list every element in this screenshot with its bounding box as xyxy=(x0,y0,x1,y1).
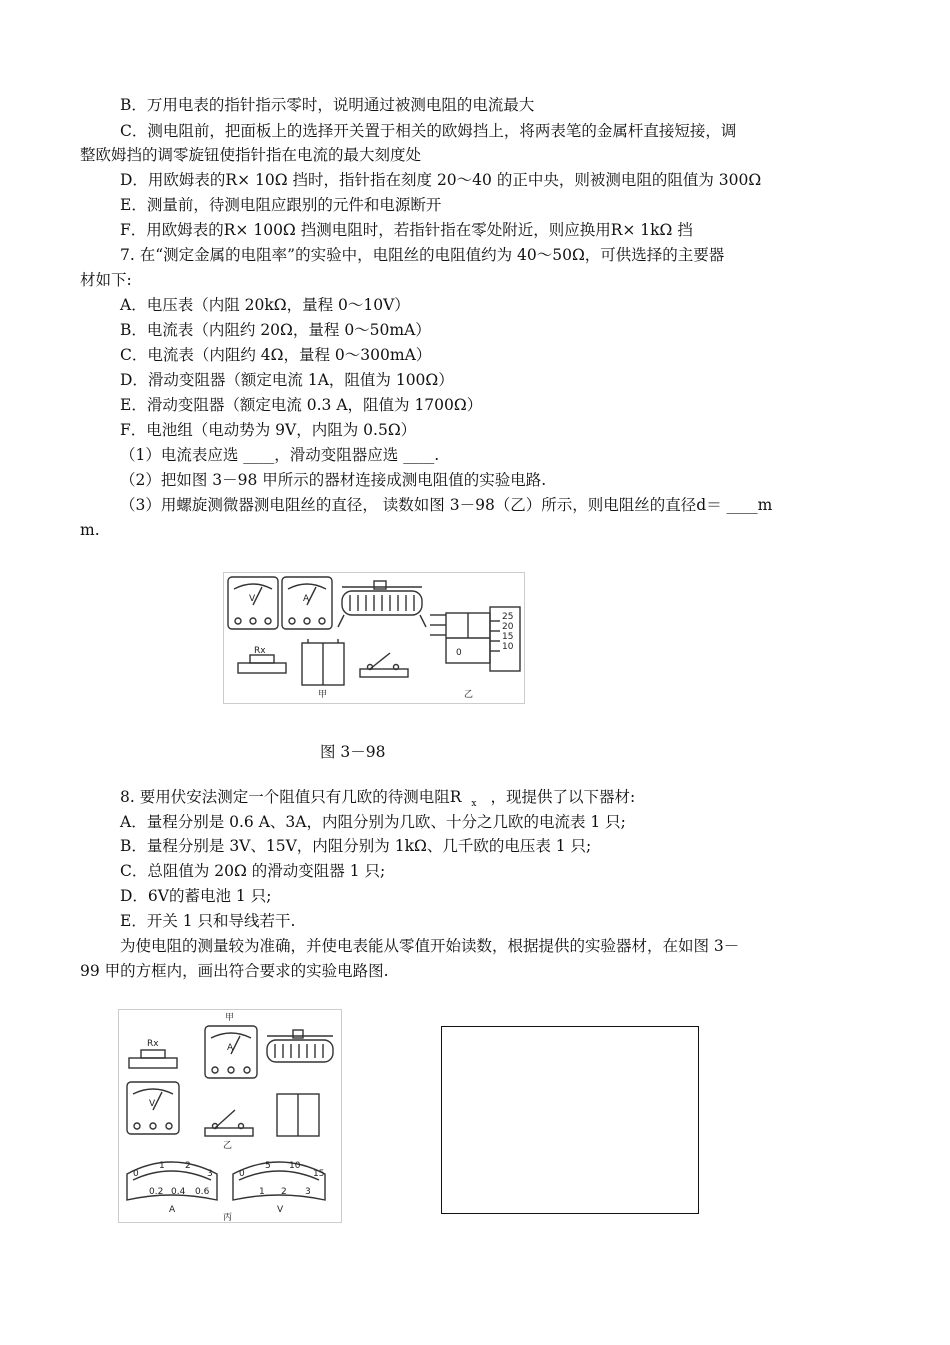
q7-part1: （1）电流表应选 ____，滑动变阻器应选 ____. xyxy=(120,446,440,464)
q8-option-d: D．6V的蓄电池 1 只; xyxy=(120,887,272,905)
fig99-ammeter-top-3: 3 xyxy=(207,1169,213,1179)
q7-option-c: C．电流表（内阻约 4Ω，量程 0～300mA） xyxy=(120,346,432,364)
q7-option-e: E．滑动变阻器（额定电流 0.3 A，阻值为 1700Ω） xyxy=(120,396,483,414)
q7-part3-line1: （3）用螺旋测微器测电阻丝的直径， 读数如图 3－98（乙）所示，则电阻丝的直径d＝ ____m xyxy=(120,496,773,514)
q6-option-f: F．用欧姆表的R× 100Ω 挡测电阻时，若指针指在零处附近，则应换用R× 1kΩ 挡 xyxy=(120,221,693,239)
fig98-a-label: A xyxy=(303,594,310,604)
fig99-scale-v-label: V xyxy=(277,1205,284,1215)
q8-intro xyxy=(120,787,635,814)
q7-part3-line2: m. xyxy=(80,521,100,539)
switch-icon xyxy=(360,653,408,677)
q8-intro-tail: ，现提供了以下器材: xyxy=(490,788,636,806)
rheostat-icon xyxy=(338,581,426,627)
fig99-yi-label: 乙 xyxy=(223,1141,233,1151)
q6-option-c-line1: C．测电阻前，把面板上的选择开关置于相关的欧姆挡上，将两表笔的金属杆直接短接，调 xyxy=(120,122,737,140)
q7-intro-line1: 7. 在“测定金属的电阻率”的实验中，电阻丝的电阻值约为 40～50Ω，可供选择的主要器 xyxy=(120,246,725,264)
fig98-jia-label: 甲 xyxy=(318,690,328,700)
fig99-rx-label: Rx xyxy=(147,1039,159,1049)
fig99-ammeter-bottom-1: 0.2 xyxy=(149,1187,164,1197)
q8-option-c: C．总阻值为 20Ω 的滑动变阻器 1 只; xyxy=(120,862,386,880)
figure-3-98 xyxy=(223,572,525,704)
battery-icon xyxy=(277,1094,319,1136)
fig98-mark-25: 25 xyxy=(502,612,514,622)
fig98-mark-0: 0 xyxy=(456,648,462,658)
resistor-icon xyxy=(238,655,286,673)
q7-part2: （2）把如图 3－98 甲所示的器材连接成测电阻值的实验电路. xyxy=(120,471,547,489)
circuit-answer-box[interactable] xyxy=(441,1026,699,1214)
voltmeter-scale-icon xyxy=(233,1162,325,1200)
fig99-a-label: A xyxy=(227,1043,234,1053)
q7-option-f: F．电池组（电动势为 9V，内阻为 0.5Ω） xyxy=(120,421,417,439)
fig99-voltmeter-top-5: 5 xyxy=(265,1161,271,1171)
q8-task-line1: 为使电阻的测量较为准确，并使电表能从零值开始读数，根据提供的实验器材，在如图 3－ xyxy=(120,937,740,955)
fig99-ammeter-top-0: 0 xyxy=(133,1169,139,1179)
fig99-ammeter-bottom-3: 0.6 xyxy=(195,1187,210,1197)
fig98-mark-10: 10 xyxy=(502,642,514,652)
q6-option-c-line2: 整欧姆挡的调零旋钮使指针指在电流的最大刻度处 xyxy=(80,146,422,164)
q8-intro-text: 8. 要用伏安法测定一个阻值只有几欧的待测电阻R xyxy=(120,788,462,806)
q6-option-b: B．万用电表的指针指示零时，说明通过被测电阻的电流最大 xyxy=(120,96,535,114)
figure-3-99-drawing xyxy=(119,1010,341,1222)
fig99-ammeter-top-1: 1 xyxy=(159,1161,165,1171)
fig99-voltmeter-bottom-3: 3 xyxy=(305,1187,311,1197)
fig98-rx-label: Rx xyxy=(254,646,266,656)
q8-option-a: A．量程分别是 0.6 A、3A，内阻分别为几欧、十分之几欧的电流表 1 只; xyxy=(120,813,626,831)
resistor-icon xyxy=(129,1050,177,1068)
q7-option-b: B．电流表（内阻约 20Ω，量程 0～50mA） xyxy=(120,321,431,339)
fig98-yi-label: 乙 xyxy=(464,690,474,700)
q7-option-a: A．电压表（内阻 20kΩ，量程 0～10V） xyxy=(120,296,410,314)
fig99-voltmeter-top-10: 10 xyxy=(289,1161,301,1171)
figure-3-98-drawing xyxy=(224,573,524,703)
figure-3-99-equipment xyxy=(118,1009,342,1223)
q7-intro-line2: 材如下: xyxy=(80,271,132,289)
fig99-scale-a-label: A xyxy=(169,1205,176,1215)
fig99-ammeter-top-2: 2 xyxy=(185,1161,191,1171)
fig98-mark-20: 20 xyxy=(502,622,514,632)
q8-option-e: E．开关 1 只和导线若干. xyxy=(120,912,296,930)
fig98-mark-15: 15 xyxy=(502,632,514,642)
q7-option-d: D．滑动变阻器（额定电流 1A，阻值为 100Ω） xyxy=(120,371,454,389)
rheostat-icon xyxy=(267,1030,333,1062)
fig99-voltmeter-bottom-2: 2 xyxy=(281,1187,287,1197)
fig99-voltmeter-top-0: 0 xyxy=(239,1169,245,1179)
fig99-bing-label: 丙 xyxy=(223,1213,233,1222)
battery-icon xyxy=(302,639,344,685)
fig99-voltmeter-top-15: 15 xyxy=(313,1169,325,1179)
q8-task-line2: 99 甲的方框内，画出符合要求的实验电路图. xyxy=(80,962,389,980)
fig99-voltmeter-bottom-1: 1 xyxy=(259,1187,265,1197)
fig99-jia-label: 甲 xyxy=(225,1013,235,1023)
switch-icon xyxy=(205,1110,253,1136)
q8-option-b: B．量程分别是 3V、15V，内阻分别为 1kΩ、几千欧的电压表 1 只; xyxy=(120,837,592,855)
figure-3-98-caption: 图 3－98 xyxy=(320,743,386,761)
fig98-v-label: V xyxy=(249,594,256,604)
fig99-v-label: V xyxy=(149,1099,156,1109)
q6-option-d: D．用欧姆表的R× 10Ω 挡时，指针指在刻度 20～40 的正中央，则被测电阻的阻值为 300Ω xyxy=(120,171,762,189)
q8-intro-subscript: x xyxy=(471,799,477,810)
fig99-ammeter-bottom-2: 0.4 xyxy=(171,1187,186,1197)
q6-option-e: E．测量前，待测电阻应跟别的元件和电源断开 xyxy=(120,196,442,214)
